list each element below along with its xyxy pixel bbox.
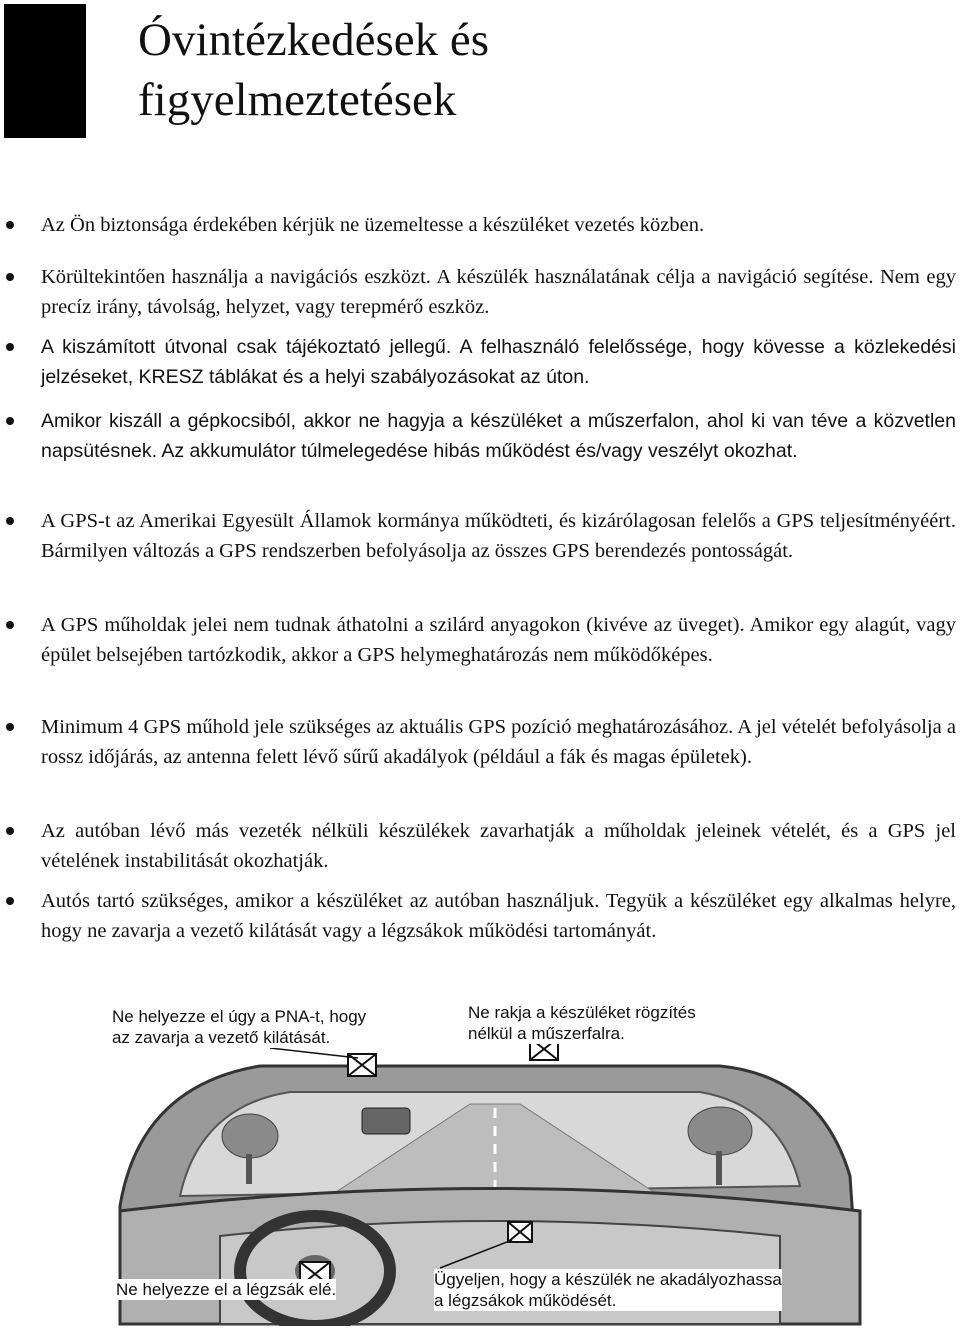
callout-line: a légzsákok működését. bbox=[434, 1291, 617, 1310]
callout-line: Ne helyezze el úgy a PNA-t, hogy bbox=[112, 1007, 367, 1026]
list-item-text: Az autóban lévő más vezeték nélküli készülékek zavarhatják a műholdak jeleinek vételét, és a GPS jel vételének instabilitását okozhatják. bbox=[41, 820, 956, 872]
bullet-icon bbox=[6, 621, 14, 629]
callout-airbag-front bbox=[116, 1279, 336, 1300]
list-item-text: A GPS-t az Amerikai Egyesült Államok kormánya működteti, és kizárólagosan felelős a GPS teljesítményéért. Bármilyen változás a GPS rendszerben befolyásolja az összes GPS berendezés pontosságát. bbox=[41, 510, 956, 562]
bullet-icon bbox=[6, 273, 14, 281]
chapter-marker-bar bbox=[4, 4, 86, 138]
list-item-text: Minimum 4 GPS műhold jele szükséges az aktuális GPS pozíció meghatározásához. A jel vételét befolyásolja a rossz időjárás, az antenna felett lévő sűrű akadályok (például a fák és magas épületek). bbox=[41, 716, 956, 768]
callout-dashboard-mount bbox=[468, 1002, 696, 1044]
bullet-icon bbox=[6, 827, 14, 835]
bullet-icon bbox=[6, 897, 14, 905]
list-item-text: Körültekintően használja a navigációs eszközt. A készülék használatának célja a navigáció segítése. Nem egy precíz irány, távolság, helyzet, vagy terepmérő eszköz. bbox=[41, 266, 956, 318]
title-line-2: figyelmeztetések bbox=[138, 74, 457, 126]
list-item-text: Amikor kiszáll a gépkocsiból, akkor ne hagyja a készüléket a műszerfalon, ahol ki van téve a közvetlen napsütésnek. Az akkumulátor túlmelegedése hibás működést és/vagy veszélyt okozhat. bbox=[41, 410, 956, 462]
bullet-icon bbox=[6, 723, 14, 731]
title-line-1: Óvintézkedések és bbox=[138, 14, 490, 66]
bullet-icon bbox=[6, 517, 14, 525]
list-item-text: A kiszámított útvonal csak tájékoztató jellegű. A felhasználó felelőssége, hogy kövesse a közlekedési jelzéseket, KRESZ táblákat és a helyi szabályozásokat az úton. bbox=[41, 336, 956, 388]
list-item-text: Az Ön biztonsága érdekében kérjük ne üzemeltesse a készüléket vezetés közben. bbox=[41, 214, 705, 236]
bullet-icon bbox=[6, 343, 14, 351]
callout-line: Ne helyezze el a légzsák elé. bbox=[116, 1280, 337, 1299]
list-item-text: A GPS műholdak jelei nem tudnak áthatolni a szilárd anyagokon (kivéve az üveget). Amikor egy alagút, vagy épület belsejében tartózkodik, akkor a GPS helymeghatározás nem működőképes. bbox=[41, 614, 956, 666]
callout-line: nélkül a műszerfalra. bbox=[468, 1024, 625, 1043]
list-item-text: Autós tartó szükséges, amikor a készüléket az autóban használjuk. Tegyük a készüléket egy alkalmas helyre, hogy ne zavarja a vezető kilátását vagy a légzsákok működési tartományát. bbox=[41, 890, 956, 942]
callout-airbag-operation bbox=[434, 1269, 782, 1311]
callout-line: Ügyeljen, hogy a készülék ne akadályozhassa bbox=[434, 1270, 782, 1289]
bullet-icon bbox=[6, 221, 14, 229]
bullet-icon bbox=[6, 417, 14, 425]
car-interior-illustration bbox=[100, 996, 950, 1326]
callout-view-obstruction bbox=[112, 1006, 366, 1048]
callout-line: Ne rakja a készüléket rögzítés bbox=[468, 1003, 696, 1022]
page-title bbox=[138, 10, 489, 130]
callout-line: az zavarja a vezető kilátását. bbox=[112, 1028, 331, 1047]
